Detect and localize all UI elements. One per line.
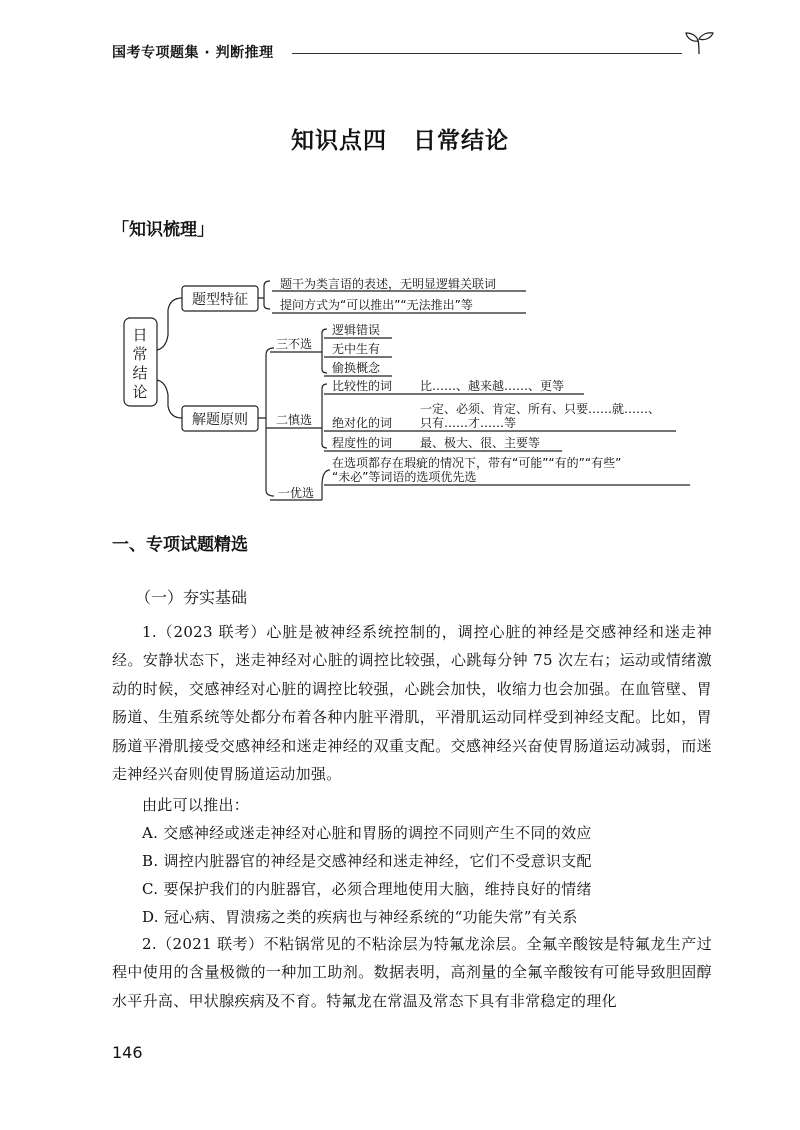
q2-stem: 2.（2021 联考）不粘锅常见的不粘涂层为特氟龙涂层。全氟辛酸铵是特氟龙生产过程中使用的含量极微的一种加工助剂。数据表明，高剂量的全氟辛酸铵有可能导致胆固醇水平升高、甲状腺疾病及不育。特氟龙在常温及常态下具有非常稳定的理化	[112, 935, 712, 1010]
section-title: 一、专项试题精选	[112, 535, 248, 555]
mindmap-diagram	[0, 0, 800, 520]
absolute-words-desc-1: 一定、必须、肯定、所有、只要……就……、	[420, 402, 661, 416]
mindmap-root-char: 论	[132, 383, 148, 401]
mindmap-root-char: 常	[132, 345, 148, 363]
page-number: 146	[112, 1043, 143, 1062]
compare-words-label: 比较性的词	[332, 379, 393, 393]
degree-words-label: 程度性的词	[332, 436, 393, 450]
title-part2: 日常结论	[413, 128, 509, 154]
q1-stem: 1.（2023 联考）心脏是被神经系统控制的，调控心脏的神经是交感神经和迷走神经。安静状态下，迷走神经对心脏的调控比较强，心跳每分钟 75 次左右；运动或情绪激动的时候，交感神经对心脏的调控比较强，心跳会加快，收缩力也会加强。在血管壁、胃肠道、生殖系统等处都分布着各种内脏平滑肌，平滑肌运动同样受到神经支配。比如，胃肠道平滑肌接受交感神经和迷走神经的双重支配。交感神经兴奋使胃肠道运动减弱，而迷走神经兴奋则使胃肠道运动加强。	[112, 623, 712, 784]
one-prefer-desc-2: “未必”等词语的选项优先选	[332, 470, 477, 484]
subsection-title: （一）夯实基础	[135, 588, 248, 607]
two-careful-label: 二慎选	[276, 413, 313, 427]
knowledge-heading: 「知识梳理」	[112, 220, 214, 240]
branch1-item-2: 提问方式为“可以推出”“无法推出”等	[280, 298, 473, 312]
title-part1: 知识点四	[291, 128, 387, 154]
three-not-item: 偷换概念	[332, 361, 381, 375]
branch1-item-1: 题干为类言语的表述，无明显逻辑关联词	[280, 277, 497, 291]
three-not-item: 逻辑错误	[332, 323, 381, 337]
degree-words-desc: 最、极大、很、主要等	[420, 436, 541, 450]
q1-option-d: D. 冠心病、胃溃疡之类的疾病也与神经系统的“功能失常”有关系	[142, 908, 578, 926]
q1-option-a: A. 交感神经或迷走神经对心脏和胃肠的调控不同则产生不同的效应	[142, 824, 592, 842]
mindmap-root-char: 结	[132, 364, 148, 382]
three-not-item: 无中生有	[332, 342, 381, 356]
q1-prompt: 由此可以推出：	[142, 796, 250, 814]
branch2-label: 解题原则	[192, 412, 248, 428]
branch1-label: 题型特征	[192, 292, 248, 308]
q1-option-c: C. 要保护我们的内脏器官，必须合理地使用大脑，维持良好的情绪	[142, 880, 592, 898]
running-header: 国考专项题集 · 判断推理	[112, 45, 274, 61]
mindmap-root-text	[132, 326, 147, 401]
three-not-label: 三不选	[276, 337, 313, 351]
compare-words-desc: 比……、越来越……、更等	[420, 379, 565, 393]
absolute-words-label: 绝对化的词	[332, 416, 393, 430]
q1-option-b: B. 调控内脏器官的神经是交感神经和迷走神经，它们不受意识支配	[142, 852, 592, 870]
absolute-words-desc-2: 只有……才……等	[420, 416, 517, 430]
one-prefer-label: 一优选	[278, 486, 315, 500]
mindmap-root-char: 日	[132, 326, 148, 344]
one-prefer-desc-1: 在选项都存在瑕疵的情况下，带有“可能”“有的”“有些”	[332, 456, 622, 470]
